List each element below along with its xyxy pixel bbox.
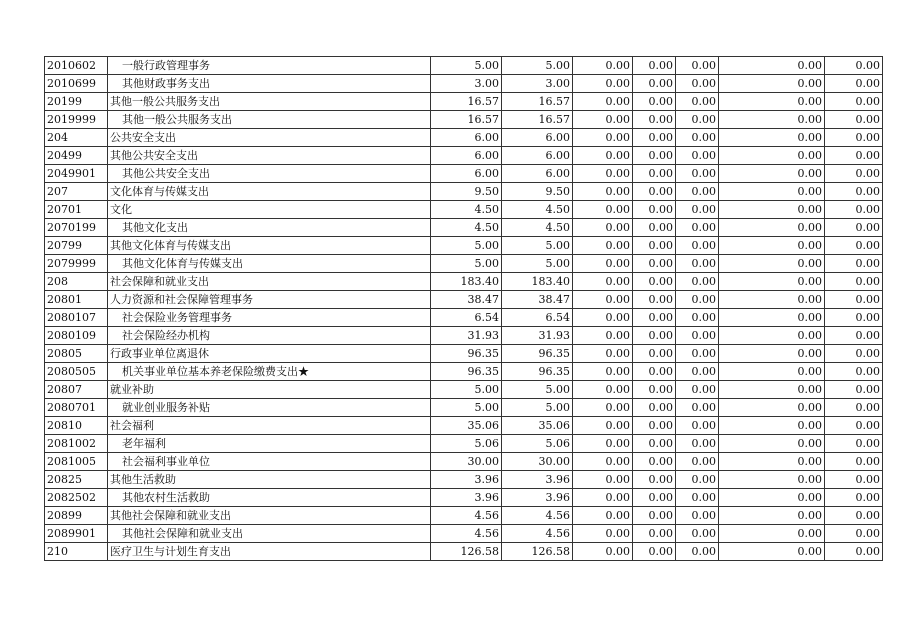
amount-cell: 0.00 bbox=[633, 201, 676, 219]
amount-cell: 0.00 bbox=[719, 453, 825, 471]
subject-name-cell: 一般行政管理事务 bbox=[108, 57, 431, 75]
amount-cell: 0.00 bbox=[573, 165, 633, 183]
amount-cell: 0.00 bbox=[573, 327, 633, 345]
amount-cell: 0.00 bbox=[633, 345, 676, 363]
table-row bbox=[45, 345, 883, 363]
subject-name-cell: 其他社会保障和就业支出 bbox=[108, 525, 431, 543]
table-row bbox=[45, 399, 883, 417]
amount-cell: 0.00 bbox=[573, 129, 633, 147]
amount-cell: 0.00 bbox=[573, 363, 633, 381]
amount-cell: 0.00 bbox=[633, 453, 676, 471]
amount-cell: 0.00 bbox=[719, 255, 825, 273]
subject-code-cell: 2089901 bbox=[45, 525, 108, 543]
amount-cell: 0.00 bbox=[719, 417, 825, 435]
subject-code-cell: 2010602 bbox=[45, 57, 108, 75]
amount-cell: 96.35 bbox=[431, 345, 502, 363]
subject-name-cell: 文化体育与传媒支出 bbox=[108, 183, 431, 201]
subject-code-cell: 20810 bbox=[45, 417, 108, 435]
table-row bbox=[45, 363, 883, 381]
amount-cell: 0.00 bbox=[676, 381, 719, 399]
subject-code-cell: 2080701 bbox=[45, 399, 108, 417]
subject-code-cell: 2019999 bbox=[45, 111, 108, 129]
amount-cell: 16.57 bbox=[502, 93, 573, 111]
amount-cell: 96.35 bbox=[431, 363, 502, 381]
subject-name-cell: 其他文化体育与传媒支出 bbox=[108, 237, 431, 255]
amount-cell: 0.00 bbox=[676, 111, 719, 129]
amount-cell: 4.56 bbox=[502, 525, 573, 543]
amount-cell: 5.00 bbox=[431, 57, 502, 75]
amount-cell: 0.00 bbox=[825, 435, 883, 453]
table-row bbox=[45, 507, 883, 525]
subject-name-cell: 其他一般公共服务支出 bbox=[108, 93, 431, 111]
table-row bbox=[45, 435, 883, 453]
subject-name-cell: 其他文化支出 bbox=[108, 219, 431, 237]
amount-cell: 0.00 bbox=[633, 219, 676, 237]
amount-cell: 3.96 bbox=[502, 471, 573, 489]
subject-name-cell: 医疗卫生与计划生育支出 bbox=[108, 543, 431, 561]
amount-cell: 5.00 bbox=[502, 255, 573, 273]
subject-name-cell: 行政事业单位离退休 bbox=[108, 345, 431, 363]
amount-cell: 96.35 bbox=[502, 363, 573, 381]
amount-cell: 30.00 bbox=[431, 453, 502, 471]
subject-name-cell: 机关事业单位基本养老保险缴费支出★ bbox=[108, 363, 431, 381]
amount-cell: 6.00 bbox=[502, 129, 573, 147]
amount-cell: 0.00 bbox=[676, 183, 719, 201]
amount-cell: 5.06 bbox=[502, 435, 573, 453]
amount-cell: 0.00 bbox=[676, 273, 719, 291]
amount-cell: 0.00 bbox=[573, 525, 633, 543]
amount-cell: 30.00 bbox=[502, 453, 573, 471]
table-row bbox=[45, 183, 883, 201]
amount-cell: 126.58 bbox=[502, 543, 573, 561]
subject-name-cell: 人力资源和社会保障管理事务 bbox=[108, 291, 431, 309]
amount-cell: 0.00 bbox=[573, 57, 633, 75]
amount-cell: 0.00 bbox=[719, 273, 825, 291]
amount-cell: 4.56 bbox=[431, 525, 502, 543]
amount-cell: 0.00 bbox=[719, 435, 825, 453]
amount-cell: 3.96 bbox=[502, 489, 573, 507]
amount-cell: 0.00 bbox=[676, 93, 719, 111]
subject-code-cell: 2010699 bbox=[45, 75, 108, 93]
amount-cell: 0.00 bbox=[719, 471, 825, 489]
subject-code-cell: 208 bbox=[45, 273, 108, 291]
amount-cell: 0.00 bbox=[633, 489, 676, 507]
amount-cell: 6.54 bbox=[431, 309, 502, 327]
subject-code-cell: 20899 bbox=[45, 507, 108, 525]
amount-cell: 6.54 bbox=[502, 309, 573, 327]
amount-cell: 0.00 bbox=[676, 255, 719, 273]
amount-cell: 0.00 bbox=[633, 543, 676, 561]
table-body bbox=[45, 57, 883, 561]
amount-cell: 5.00 bbox=[502, 381, 573, 399]
amount-cell: 0.00 bbox=[719, 93, 825, 111]
table-row bbox=[45, 417, 883, 435]
amount-cell: 0.00 bbox=[719, 327, 825, 345]
amount-cell: 0.00 bbox=[573, 435, 633, 453]
amount-cell: 6.00 bbox=[431, 129, 502, 147]
amount-cell: 0.00 bbox=[633, 273, 676, 291]
subject-name-cell: 其他生活救助 bbox=[108, 471, 431, 489]
amount-cell: 0.00 bbox=[825, 507, 883, 525]
amount-cell: 0.00 bbox=[825, 93, 883, 111]
table-row bbox=[45, 327, 883, 345]
amount-cell: 0.00 bbox=[719, 75, 825, 93]
amount-cell: 0.00 bbox=[676, 489, 719, 507]
amount-cell: 6.00 bbox=[431, 165, 502, 183]
budget-table bbox=[44, 56, 883, 561]
amount-cell: 0.00 bbox=[719, 309, 825, 327]
amount-cell: 0.00 bbox=[633, 237, 676, 255]
amount-cell: 35.06 bbox=[502, 417, 573, 435]
table-row bbox=[45, 75, 883, 93]
amount-cell: 0.00 bbox=[573, 219, 633, 237]
amount-cell: 0.00 bbox=[676, 363, 719, 381]
amount-cell: 0.00 bbox=[633, 165, 676, 183]
amount-cell: 0.00 bbox=[676, 525, 719, 543]
amount-cell: 5.00 bbox=[502, 57, 573, 75]
table-row bbox=[45, 255, 883, 273]
amount-cell: 0.00 bbox=[633, 399, 676, 417]
table-row bbox=[45, 291, 883, 309]
amount-cell: 0.00 bbox=[573, 381, 633, 399]
table-row bbox=[45, 93, 883, 111]
amount-cell: 0.00 bbox=[573, 255, 633, 273]
amount-cell: 0.00 bbox=[719, 165, 825, 183]
amount-cell: 0.00 bbox=[573, 291, 633, 309]
amount-cell: 0.00 bbox=[573, 489, 633, 507]
subject-code-cell: 2081002 bbox=[45, 435, 108, 453]
amount-cell: 0.00 bbox=[676, 57, 719, 75]
amount-cell: 0.00 bbox=[719, 525, 825, 543]
amount-cell: 0.00 bbox=[825, 525, 883, 543]
amount-cell: 0.00 bbox=[719, 111, 825, 129]
amount-cell: 0.00 bbox=[573, 273, 633, 291]
table-row bbox=[45, 111, 883, 129]
amount-cell: 0.00 bbox=[825, 381, 883, 399]
subject-code-cell: 2049901 bbox=[45, 165, 108, 183]
amount-cell: 0.00 bbox=[633, 183, 676, 201]
amount-cell: 16.57 bbox=[502, 111, 573, 129]
amount-cell: 0.00 bbox=[633, 471, 676, 489]
amount-cell: 0.00 bbox=[676, 471, 719, 489]
amount-cell: 4.50 bbox=[431, 201, 502, 219]
amount-cell: 0.00 bbox=[719, 399, 825, 417]
amount-cell: 0.00 bbox=[633, 417, 676, 435]
amount-cell: 0.00 bbox=[719, 381, 825, 399]
amount-cell: 5.00 bbox=[431, 399, 502, 417]
amount-cell: 0.00 bbox=[633, 75, 676, 93]
amount-cell: 0.00 bbox=[573, 111, 633, 129]
amount-cell: 0.00 bbox=[719, 291, 825, 309]
amount-cell: 3.96 bbox=[431, 489, 502, 507]
amount-cell: 31.93 bbox=[502, 327, 573, 345]
subject-code-cell: 20199 bbox=[45, 93, 108, 111]
amount-cell: 0.00 bbox=[719, 345, 825, 363]
amount-cell: 5.00 bbox=[502, 237, 573, 255]
subject-code-cell: 2080109 bbox=[45, 327, 108, 345]
amount-cell: 4.56 bbox=[502, 507, 573, 525]
table-row bbox=[45, 237, 883, 255]
table-row bbox=[45, 273, 883, 291]
amount-cell: 0.00 bbox=[633, 93, 676, 111]
amount-cell: 126.58 bbox=[431, 543, 502, 561]
amount-cell: 0.00 bbox=[633, 57, 676, 75]
amount-cell: 0.00 bbox=[633, 129, 676, 147]
amount-cell: 16.57 bbox=[431, 93, 502, 111]
amount-cell: 0.00 bbox=[825, 255, 883, 273]
amount-cell: 0.00 bbox=[825, 201, 883, 219]
subject-name-cell: 其他农村生活救助 bbox=[108, 489, 431, 507]
amount-cell: 0.00 bbox=[825, 453, 883, 471]
amount-cell: 5.06 bbox=[431, 435, 502, 453]
amount-cell: 0.00 bbox=[719, 543, 825, 561]
amount-cell: 0.00 bbox=[573, 183, 633, 201]
amount-cell: 0.00 bbox=[825, 57, 883, 75]
amount-cell: 5.00 bbox=[431, 237, 502, 255]
amount-cell: 0.00 bbox=[825, 147, 883, 165]
amount-cell: 3.96 bbox=[431, 471, 502, 489]
amount-cell: 0.00 bbox=[825, 75, 883, 93]
amount-cell: 0.00 bbox=[825, 399, 883, 417]
table-row bbox=[45, 489, 883, 507]
amount-cell: 0.00 bbox=[825, 345, 883, 363]
subject-code-cell: 204 bbox=[45, 129, 108, 147]
subject-code-cell: 210 bbox=[45, 543, 108, 561]
amount-cell: 16.57 bbox=[431, 111, 502, 129]
amount-cell: 0.00 bbox=[676, 309, 719, 327]
amount-cell: 0.00 bbox=[719, 147, 825, 165]
amount-cell: 5.00 bbox=[431, 381, 502, 399]
subject-name-cell: 社会福利事业单位 bbox=[108, 453, 431, 471]
amount-cell: 0.00 bbox=[825, 471, 883, 489]
amount-cell: 0.00 bbox=[719, 489, 825, 507]
table-row bbox=[45, 201, 883, 219]
amount-cell: 0.00 bbox=[719, 201, 825, 219]
amount-cell: 0.00 bbox=[825, 219, 883, 237]
amount-cell: 3.00 bbox=[502, 75, 573, 93]
subject-name-cell: 就业补助 bbox=[108, 381, 431, 399]
subject-code-cell: 2080107 bbox=[45, 309, 108, 327]
table-row bbox=[45, 453, 883, 471]
amount-cell: 0.00 bbox=[676, 219, 719, 237]
amount-cell: 9.50 bbox=[502, 183, 573, 201]
amount-cell: 0.00 bbox=[573, 345, 633, 363]
amount-cell: 183.40 bbox=[431, 273, 502, 291]
amount-cell: 0.00 bbox=[676, 543, 719, 561]
amount-cell: 6.00 bbox=[431, 147, 502, 165]
amount-cell: 0.00 bbox=[719, 57, 825, 75]
amount-cell: 0.00 bbox=[633, 381, 676, 399]
table-row bbox=[45, 381, 883, 399]
subject-code-cell: 20807 bbox=[45, 381, 108, 399]
table-row bbox=[45, 525, 883, 543]
amount-cell: 0.00 bbox=[573, 453, 633, 471]
amount-cell: 96.35 bbox=[502, 345, 573, 363]
amount-cell: 0.00 bbox=[573, 75, 633, 93]
subject-code-cell: 2070199 bbox=[45, 219, 108, 237]
amount-cell: 0.00 bbox=[719, 129, 825, 147]
amount-cell: 0.00 bbox=[633, 435, 676, 453]
subject-code-cell: 2080505 bbox=[45, 363, 108, 381]
table-row bbox=[45, 309, 883, 327]
subject-name-cell: 社会保险经办机构 bbox=[108, 327, 431, 345]
table-row bbox=[45, 165, 883, 183]
subject-name-cell: 其他公共安全支出 bbox=[108, 165, 431, 183]
subject-code-cell: 20805 bbox=[45, 345, 108, 363]
amount-cell: 0.00 bbox=[633, 525, 676, 543]
amount-cell: 0.00 bbox=[825, 129, 883, 147]
amount-cell: 0.00 bbox=[633, 255, 676, 273]
amount-cell: 6.00 bbox=[502, 165, 573, 183]
table-row bbox=[45, 129, 883, 147]
amount-cell: 0.00 bbox=[573, 201, 633, 219]
amount-cell: 5.00 bbox=[502, 399, 573, 417]
amount-cell: 0.00 bbox=[676, 147, 719, 165]
amount-cell: 0.00 bbox=[633, 291, 676, 309]
subject-name-cell: 其他社会保障和就业支出 bbox=[108, 507, 431, 525]
amount-cell: 35.06 bbox=[431, 417, 502, 435]
amount-cell: 0.00 bbox=[676, 129, 719, 147]
amount-cell: 0.00 bbox=[676, 165, 719, 183]
amount-cell: 0.00 bbox=[573, 309, 633, 327]
amount-cell: 0.00 bbox=[573, 507, 633, 525]
amount-cell: 0.00 bbox=[676, 417, 719, 435]
subject-name-cell: 文化 bbox=[108, 201, 431, 219]
amount-cell: 6.00 bbox=[502, 147, 573, 165]
amount-cell: 0.00 bbox=[825, 237, 883, 255]
amount-cell: 38.47 bbox=[502, 291, 573, 309]
amount-cell: 0.00 bbox=[633, 111, 676, 129]
amount-cell: 0.00 bbox=[573, 543, 633, 561]
amount-cell: 0.00 bbox=[825, 183, 883, 201]
amount-cell: 9.50 bbox=[431, 183, 502, 201]
subject-code-cell: 20701 bbox=[45, 201, 108, 219]
amount-cell: 0.00 bbox=[676, 399, 719, 417]
amount-cell: 183.40 bbox=[502, 273, 573, 291]
amount-cell: 0.00 bbox=[825, 543, 883, 561]
subject-name-cell: 老年福利 bbox=[108, 435, 431, 453]
amount-cell: 0.00 bbox=[719, 507, 825, 525]
amount-cell: 0.00 bbox=[825, 273, 883, 291]
amount-cell: 0.00 bbox=[573, 471, 633, 489]
amount-cell: 38.47 bbox=[431, 291, 502, 309]
subject-code-cell: 2081005 bbox=[45, 453, 108, 471]
amount-cell: 0.00 bbox=[825, 327, 883, 345]
amount-cell: 0.00 bbox=[676, 327, 719, 345]
amount-cell: 31.93 bbox=[431, 327, 502, 345]
amount-cell: 0.00 bbox=[573, 237, 633, 255]
amount-cell: 0.00 bbox=[825, 489, 883, 507]
subject-name-cell: 公共安全支出 bbox=[108, 129, 431, 147]
amount-cell: 0.00 bbox=[719, 219, 825, 237]
subject-name-cell: 其他文化体育与传媒支出 bbox=[108, 255, 431, 273]
subject-code-cell: 20801 bbox=[45, 291, 108, 309]
amount-cell: 0.00 bbox=[676, 435, 719, 453]
subject-name-cell: 其他公共安全支出 bbox=[108, 147, 431, 165]
amount-cell: 0.00 bbox=[633, 309, 676, 327]
subject-code-cell: 2079999 bbox=[45, 255, 108, 273]
amount-cell: 0.00 bbox=[719, 363, 825, 381]
amount-cell: 0.00 bbox=[633, 327, 676, 345]
table-row bbox=[45, 471, 883, 489]
amount-cell: 0.00 bbox=[573, 147, 633, 165]
table-row bbox=[45, 219, 883, 237]
table-row bbox=[45, 543, 883, 561]
subject-code-cell: 20799 bbox=[45, 237, 108, 255]
amount-cell: 0.00 bbox=[676, 453, 719, 471]
amount-cell: 0.00 bbox=[676, 237, 719, 255]
amount-cell: 0.00 bbox=[676, 291, 719, 309]
subject-name-cell: 就业创业服务补贴 bbox=[108, 399, 431, 417]
amount-cell: 0.00 bbox=[719, 183, 825, 201]
subject-name-cell: 社会保险业务管理事务 bbox=[108, 309, 431, 327]
amount-cell: 0.00 bbox=[573, 399, 633, 417]
amount-cell: 0.00 bbox=[676, 507, 719, 525]
subject-code-cell: 2082502 bbox=[45, 489, 108, 507]
subject-name-cell: 其他一般公共服务支出 bbox=[108, 111, 431, 129]
subject-code-cell: 20825 bbox=[45, 471, 108, 489]
amount-cell: 0.00 bbox=[633, 147, 676, 165]
amount-cell: 4.50 bbox=[502, 219, 573, 237]
amount-cell: 0.00 bbox=[825, 363, 883, 381]
amount-cell: 0.00 bbox=[633, 507, 676, 525]
subject-name-cell: 其他财政事务支出 bbox=[108, 75, 431, 93]
subject-code-cell: 207 bbox=[45, 183, 108, 201]
amount-cell: 0.00 bbox=[825, 165, 883, 183]
amount-cell: 0.00 bbox=[573, 417, 633, 435]
amount-cell: 0.00 bbox=[825, 291, 883, 309]
amount-cell: 0.00 bbox=[719, 237, 825, 255]
amount-cell: 3.00 bbox=[431, 75, 502, 93]
amount-cell: 0.00 bbox=[676, 75, 719, 93]
table-row bbox=[45, 57, 883, 75]
amount-cell: 4.50 bbox=[502, 201, 573, 219]
amount-cell: 0.00 bbox=[825, 309, 883, 327]
amount-cell: 0.00 bbox=[676, 201, 719, 219]
amount-cell: 0.00 bbox=[825, 417, 883, 435]
table-row bbox=[45, 147, 883, 165]
amount-cell: 4.50 bbox=[431, 219, 502, 237]
subject-name-cell: 社会福利 bbox=[108, 417, 431, 435]
amount-cell: 0.00 bbox=[676, 345, 719, 363]
subject-name-cell: 社会保障和就业支出 bbox=[108, 273, 431, 291]
amount-cell: 0.00 bbox=[573, 93, 633, 111]
amount-cell: 0.00 bbox=[633, 363, 676, 381]
amount-cell: 4.56 bbox=[431, 507, 502, 525]
amount-cell: 5.00 bbox=[431, 255, 502, 273]
amount-cell: 0.00 bbox=[825, 111, 883, 129]
subject-code-cell: 20499 bbox=[45, 147, 108, 165]
